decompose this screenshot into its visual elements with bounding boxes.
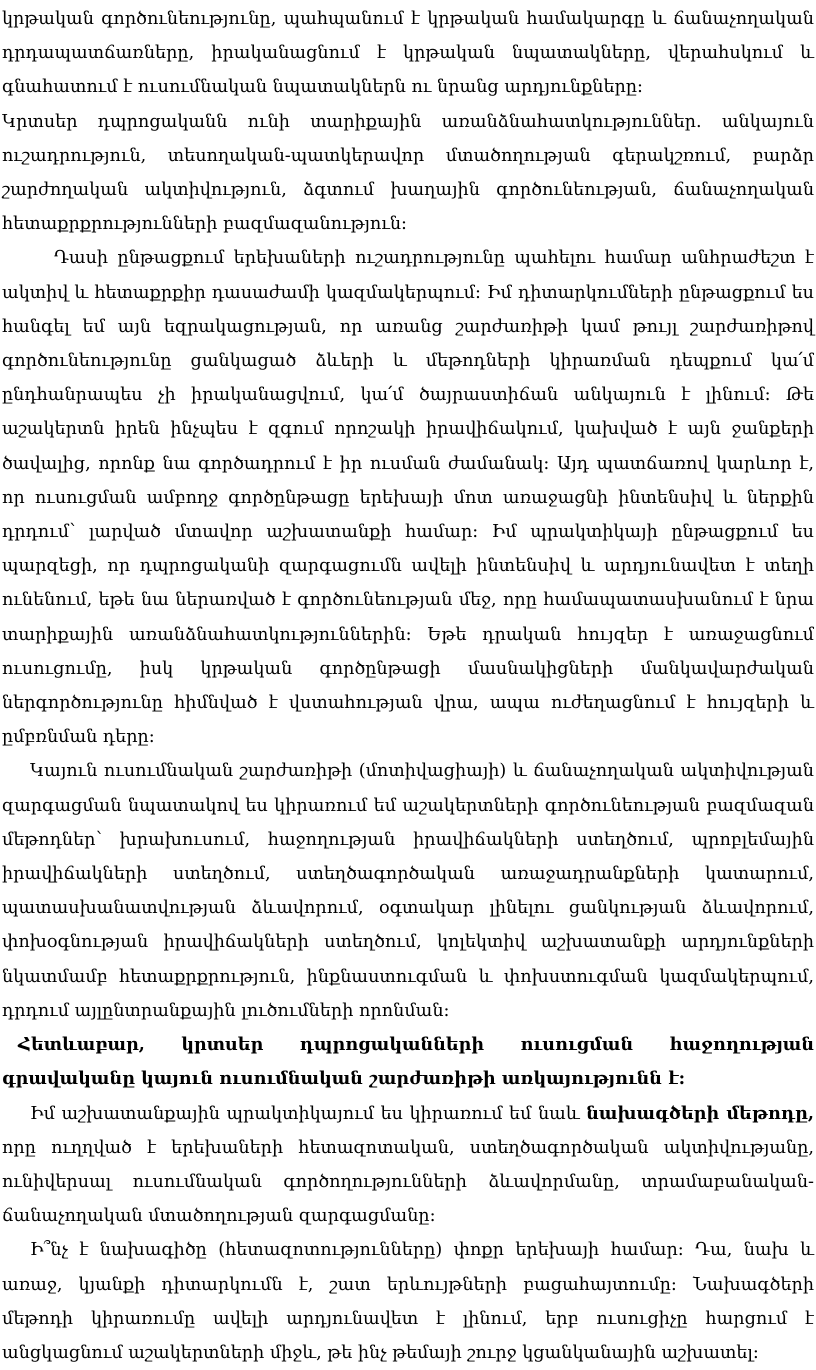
- projects-method-term: նախագծերի մեթոդը,: [586, 1102, 814, 1124]
- paragraph-projects: [2, 1097, 814, 1234]
- bold-conclusion: Հետևաբար, կրտսեր դպրոցականների ուսուցման հաջողության գրավականը կայուն ուսումնական շարժառիթի առկայությունն է:: [2, 1034, 814, 1090]
- paragraph-age-features: Կրտսեր դպրոցականն ունի տարիքային առանձնահատկություններ. անկայուն ուշադրություն, տեսողական-պատկերավոր մտածողության գերակշռում, բարձր շարժողական ակտիվություն, ձգտում խաղային գործունեության, ճանաչողական հետաքրքրությունների բազմազանություն:: [2, 111, 814, 235]
- paragraph-methods: Կայուն ուսումնական շարժառիթի (մոտիվացիայի) և ճանաչողական ակտիվության զարգացման նպատակով ես կիրառում եմ աշակերտների գործունեության բազմազան մեթոդներ՝ խրախուսում, հաջողության իրավիճակների ստեղծում, պրոբլեմային իրավիճակների ստեղծում, ստեղծագործական առաջադրանքների կատարում, պատասխանատվության ձևավորում, օգտակար լինելու ցանկության ձևավորում, փոխօգնության իրավիճակների ստեղծում, կոլեկտիվ աշխատանքի արդյունքների նկատմամբ հետաքրքրություն, ինքնաստուգման և փոխստուգման կազմակերպում, դրդում այլընտրանքային լուծումների որոնման:: [2, 761, 814, 1021]
- projects-text-after: որը ուղղված է երեխաների հետազոտական, ստեղծագործական ակտիվությանը, ունիվերսալ ուսումնական գործողությունների ձևավորմանը, տրամաբանական-ճանաչողական մտածողության զարգացմանը:: [2, 1137, 814, 1227]
- projects-text-before: Իմ աշխատանքային պրակտիկայում ես կիրառում եմ նաև: [30, 1103, 587, 1124]
- paragraph-attention: Դասի ընթացքում երեխաների ուշադրությունը պահելու համար անհրաժեշտ է ակտիվ և հետաքրքիր դասաժամի կազմակերպում: Իմ դիտարկումների ընթացքում ես հանգել եմ այն եզրակացության, որ առանց շարժառիթի կամ թույլ շարժառիթով գործունեությունը ցանկացած ձևերի և մեթոդների կիրառման դեպքում կա՛մ ընդհանրապես չի իրականացվում, կա՛մ ծայրաստիճան անկայուն է լինում: Թե աշակերտն իրեն ինչպես է զգում որոշակի իրավիճակում, կախված է այն ջանքերի ծավալից, որոնք նա գործադրում է իր ուսման ժամանակ: Այդ պատճառով կարևոր է, որ ուսուցման ամբողջ գործընթացը երեխայի մոտ առաջացնի ինտենսիվ և ներքին դրդում՝ լարված մտավոր աշխատանքի համար: Իմ պրակտիկայի ընթացքում ես պարզեցի, որ դպրոցականի զարգացումն ավելի ինտենսիվ և արդյունավետ է տեղի ունենում, եթե նա ներառված է գործունեության մեջ, որը համապատասխանում է նրա տարիքային առանձնահատկություններին: Եթե դրական հույզեր է առաջացնում ուսուցումը, իսկ կրթական գործընթացի մասնակիցների մանկավարժական ներգործությունը հիմնված է վստահության վրա, ապա ուժեղացնում է հույզերի և ըմբռնման դերը:: [2, 248, 814, 748]
- paragraph-continuation: կրթական գործունեությունը, պահպանում է կրթական համակարգը և ճանաչողական դրդապատճառները, իրականացնում է կրթական նպատակները, վերահսկում և գնահատում է ուսումնական նպատակներն ու նրանց արդյունքները:: [2, 9, 814, 98]
- paragraph-what-is-project: Ի՞նչ է նախագիծը (հետազոտությունները) փոքր երեխայի համար: Դա, նախ և առաջ, կյանքի դիտարկումն է, շատ երևույթների բացահայտումը: Նախագծերի մեթոդի կիրառումը ավելի արդյունավետ է լինում, երբ ուսուցիչը հարցում է անցկացնում աշակերտների միջև, թե ինչ թեմայի շուրջ կցանկանային աշխատել:: [2, 1240, 814, 1363]
